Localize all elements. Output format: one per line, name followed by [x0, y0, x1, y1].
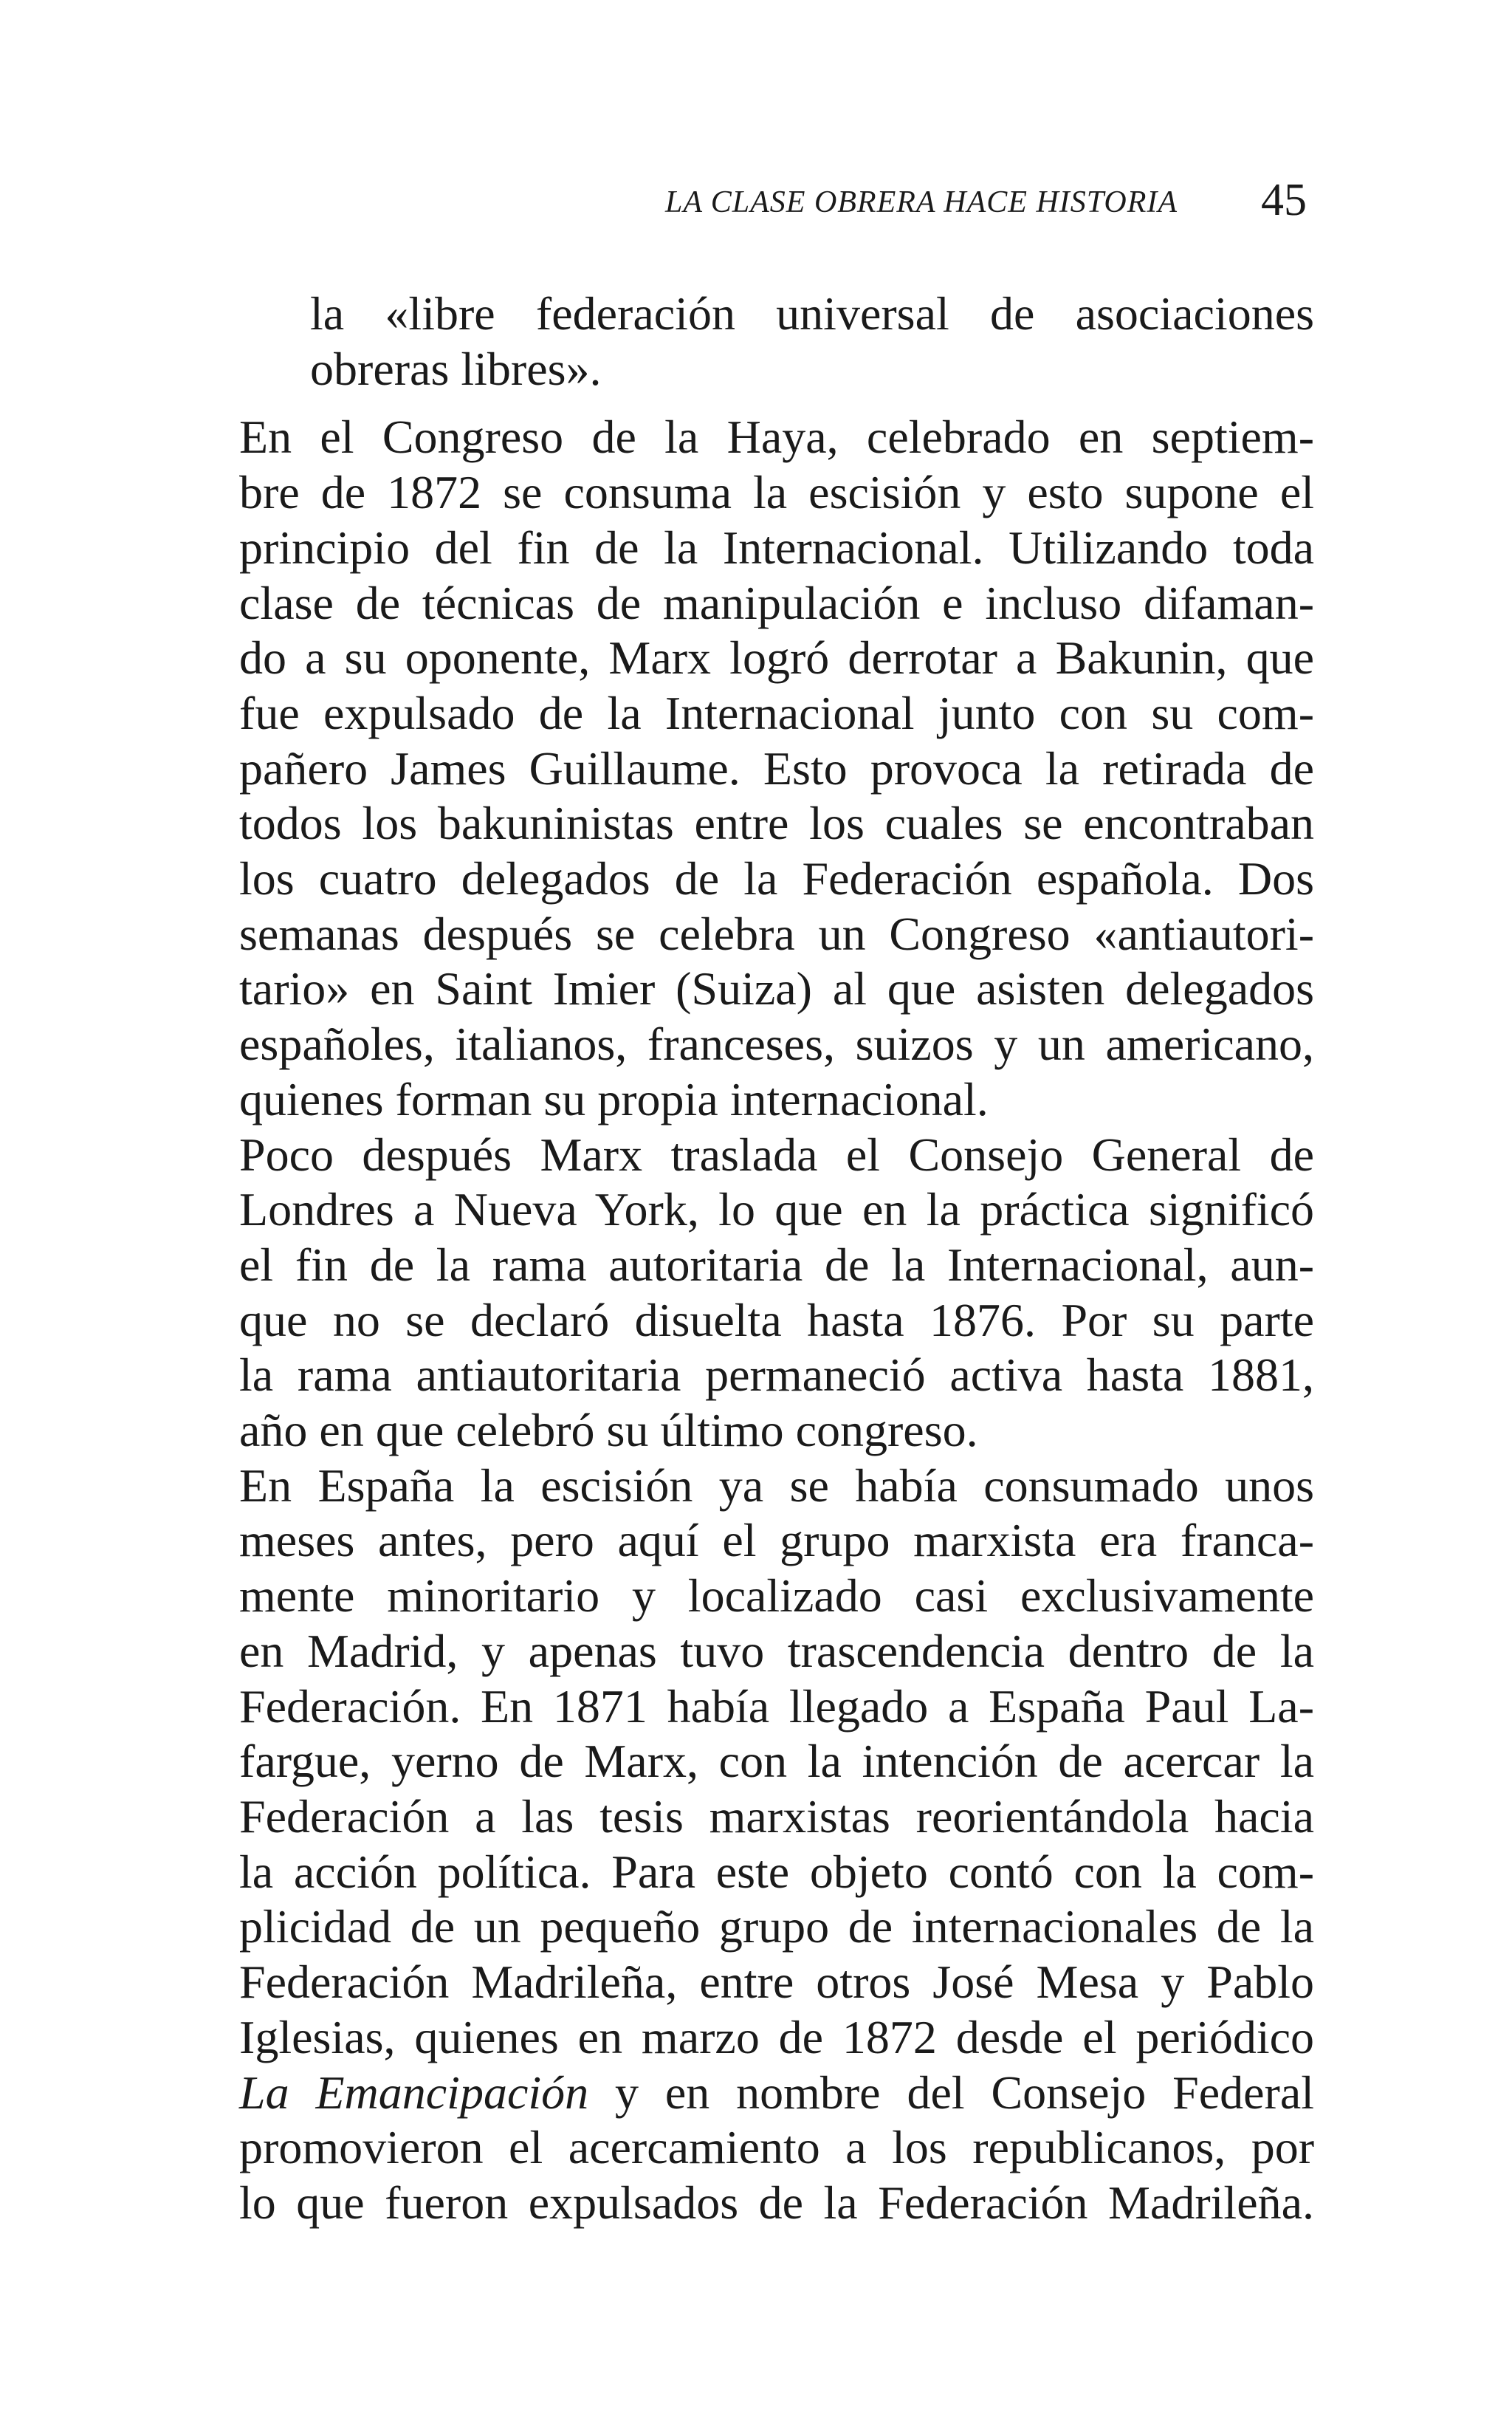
- paragraph-line: tario» en Saint Imier (Suiza) al que asisten delegados: [239, 962, 1314, 1015]
- paragraph-line: en Madrid, y apenas tuvo trascendencia dentro de la: [239, 1624, 1314, 1677]
- paragraph-line: mente minoritario y localizado casi exclusivamente: [239, 1569, 1314, 1622]
- paragraph-line: todos los bakuninistas entre los cuales se encontraban: [239, 797, 1314, 850]
- paragraph-line: españoles, italianos, franceses, suizos y un americano,: [239, 1018, 1314, 1071]
- paragraph-line: fue expulsado de la Internacional junto con su com-: [239, 686, 1314, 739]
- paragraph-line: que no se declaró disuelta hasta 1876. Por su parte: [239, 1293, 1314, 1346]
- paragraph-line: lo que fueron expulsados de la Federación Madrileña.: [239, 2176, 1314, 2229]
- paragraph-line: año en que celebró su último congreso.: [239, 1404, 978, 1457]
- paragraph-line: Poco después Marx traslada el Consejo General de: [239, 1128, 1314, 1181]
- body-text: [177, 287, 1314, 2231]
- paragraph-line: el fin de la rama autoritaria de la Internacional, aun-: [239, 1238, 1314, 1291]
- quote-line: obreras libres».: [310, 342, 602, 395]
- paragraph-line: En el Congreso de la Haya, celebrado en septiem-: [239, 411, 1314, 464]
- paragraph-line: En España la escisión ya se había consumado unos: [239, 1459, 1314, 1512]
- paragraph-line: Federación. En 1871 había llegado a España Paul La-: [239, 1679, 1314, 1733]
- paragraph-line: clase de técnicas de manipulación e incluso difaman-: [239, 576, 1314, 629]
- paragraph-line: bre de 1872 se consuma la escisión y esto supone el: [239, 466, 1314, 519]
- paragraph-line: los cuatro delegados de la Federación española. Dos: [239, 852, 1314, 905]
- paragraph-line: meses antes, pero aquí el grupo marxista era franca-: [239, 1514, 1314, 1567]
- running-head: [177, 174, 1307, 226]
- paragraph-line: quienes forman su propia internacional.: [239, 1072, 989, 1125]
- paragraph-line: plicidad de un pequeño grupo de internacionales de la: [239, 1900, 1314, 1953]
- paragraph-line: semanas después se celebra un Congreso «antiautori-: [239, 907, 1314, 960]
- paragraph-line-with-title: [177, 2066, 1314, 2121]
- block-quote: [310, 287, 1314, 397]
- paragraph-3: [177, 1459, 1314, 2231]
- paragraph-line: principio del fin de la Internacional. Utilizando toda: [239, 521, 1314, 574]
- paragraph-line: la rama antiautoritaria permaneció activa hasta 1881,: [239, 1349, 1314, 1402]
- paragraph-line: la acción política. Para este objeto contó con la com-: [239, 1845, 1314, 1898]
- paragraph-1: [177, 410, 1314, 1127]
- newspaper-title: La Emancipación: [239, 2066, 589, 2119]
- quote-line: la «libre federación universal de asociaciones: [310, 287, 1314, 340]
- paragraph-line: Iglesias, quienes en marzo de 1872 desde el periódico: [239, 2010, 1314, 2063]
- paragraph-line: Federación Madrileña, entre otros José Mesa y Pablo: [239, 1956, 1314, 2009]
- page-number: 45: [1261, 175, 1307, 225]
- running-title: LA CLASE OBRERA HACE HISTORIA: [665, 185, 1178, 219]
- paragraph-line-rest: y en nombre del Consejo Federal: [588, 2066, 1315, 2119]
- paragraph-line: promovieron el acercamiento a los republicanos, por: [239, 2121, 1314, 2174]
- paragraph-line: pañero James Guillaume. Esto provoca la retirada de: [239, 741, 1314, 795]
- paragraph-line: do a su oponente, Marx logró derrotar a Bakunin, que: [239, 631, 1314, 685]
- paragraph-line: Federación a las tesis marxistas reorientándola hacia: [239, 1789, 1314, 1843]
- paragraph-line: Londres a Nueva York, lo que en la práctica significó: [239, 1183, 1314, 1236]
- paragraph-line: fargue, yerno de Marx, con la intención de acercar la: [239, 1735, 1314, 1788]
- paragraph-2: [177, 1128, 1314, 1459]
